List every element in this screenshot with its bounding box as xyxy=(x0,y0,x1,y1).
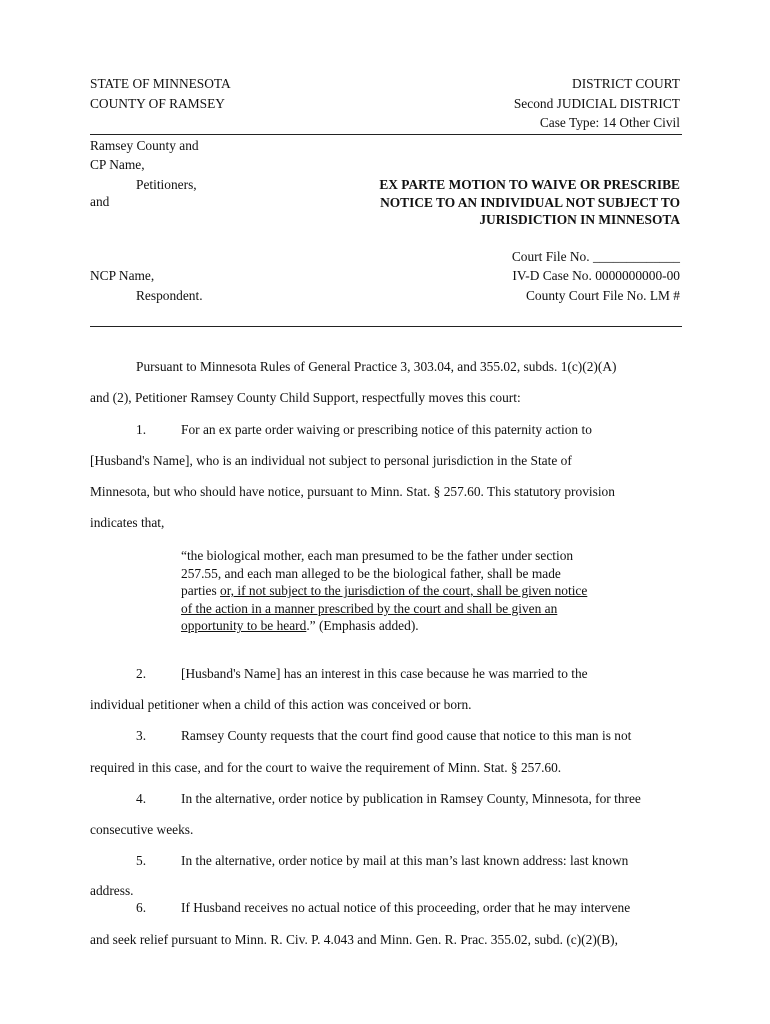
paragraph-3-line-1: Ramsey County requests that the court find good cause that notice to this man is not xyxy=(181,728,632,743)
title-line-2: NOTICE TO AN INDIVIDUAL NOT SUBJECT TO xyxy=(380,194,680,210)
paragraph-5-number: 5. xyxy=(136,853,147,868)
intro-line-1: Pursuant to Minnesota Rules of General Practice 3, 303.04, and 355.02, subds. 1(c)(2)(A) xyxy=(136,359,617,374)
title-line-1: EX PARTE MOTION TO WAIVE OR PRESCRIBE xyxy=(379,177,680,192)
case-type: Case Type: 14 Other Civil xyxy=(539,115,680,130)
paragraph-4-number: 4. xyxy=(136,791,147,806)
paragraph-1-line-1: For an ex parte order waiving or prescribing notice of this paternity action to xyxy=(181,422,592,437)
paragraph-3-number: 3. xyxy=(136,728,147,743)
paragraph-5-line-1: In the alternative, order notice by mail at this man’s last known address: last known xyxy=(181,853,629,868)
paragraph-6-line-1: If Husband receives no actual notice of this proceeding, order that he may intervene xyxy=(181,900,631,915)
caption-and: and xyxy=(90,194,110,209)
paragraph-4-line-1: In the alternative, order notice by publication in Ramsey County, Minnesota, for three xyxy=(181,791,641,806)
quote-line-3 xyxy=(181,582,587,600)
quote-emphasis-3: opportunity to be heard xyxy=(181,618,307,634)
title-line-3: JURISDICTION IN MINNESOTA xyxy=(479,212,680,227)
paragraph-5-line-2: address. xyxy=(90,883,134,898)
paragraph-1-number: 1. xyxy=(136,422,147,437)
ivd-case-number: IV-D Case No. 0000000000-00 xyxy=(512,268,680,283)
quote-line-1: “the biological mother, each man presumed to be the father under section xyxy=(181,548,574,563)
paragraph-6-line-2: and seek relief pursuant to Minn. R. Civ. P. 4.043 and Minn. Gen. R. Prac. 355.02, subd. (c)(2)(B), xyxy=(90,932,618,947)
county-heading: COUNTY OF RAMSEY xyxy=(90,96,225,111)
county-court-file-number: County Court File No. LM # xyxy=(526,288,680,303)
caption-divider xyxy=(90,326,682,327)
quote-line-2: 257.55, and each man alleged to be the biological father, shall be made xyxy=(181,565,561,581)
header-divider xyxy=(90,134,682,135)
quote-emphasis-2: of the action in a manner prescribed by the court and shall be given an xyxy=(181,600,558,616)
intro-line-2: and (2), Petitioner Ramsey County Child Support, respectfully moves this court: xyxy=(90,390,521,405)
petitioner-line-2: CP Name, xyxy=(90,157,145,172)
respondent-name: NCP Name, xyxy=(90,268,155,283)
paragraph-1-line-3: Minnesota, but who should have notice, pursuant to Minn. Stat. § 257.60. This statutory provision xyxy=(90,484,615,499)
paragraph-2-line-2: individual petitioner when a child of this action was conceived or born. xyxy=(90,697,472,712)
paragraph-3-line-2: required in this case, and for the court to waive the requirement of Minn. Stat. § 257.60. xyxy=(90,760,562,775)
quote-line-5-rest: .” (Emphasis added). xyxy=(306,618,419,634)
paragraph-4-line-2: consecutive weeks. xyxy=(90,822,194,837)
respondent-label: Respondent. xyxy=(136,288,203,303)
petitioners-label: Petitioners, xyxy=(136,177,197,192)
document-title xyxy=(379,176,680,229)
paragraph-6-number: 6. xyxy=(136,900,147,915)
court-heading: DISTRICT COURT xyxy=(572,76,680,91)
quote-line-3-plain: parties xyxy=(181,583,221,599)
quote-line-5 xyxy=(181,617,587,635)
quote-line-4 xyxy=(181,600,587,618)
court-file-number: Court File No. _____________ xyxy=(511,249,680,264)
paragraph-2-line-1: [Husband's Name] has an interest in this case because he was married to the xyxy=(181,666,588,681)
petitioner-line-1: Ramsey County and xyxy=(90,138,199,153)
district-heading: Second JUDICIAL DISTRICT xyxy=(513,96,680,111)
state-heading: STATE OF MINNESOTA xyxy=(90,76,231,91)
paragraph-1-line-4: indicates that, xyxy=(90,515,165,530)
statute-quote xyxy=(181,547,587,635)
paragraph-1-line-2: [Husband's Name], who is an individual not subject to personal jurisdiction in the State of xyxy=(90,453,572,468)
quote-emphasis-1: or, if not subject to the jurisdiction of the court, shall be given notice xyxy=(220,583,588,599)
paragraph-2-number: 2. xyxy=(136,666,147,681)
